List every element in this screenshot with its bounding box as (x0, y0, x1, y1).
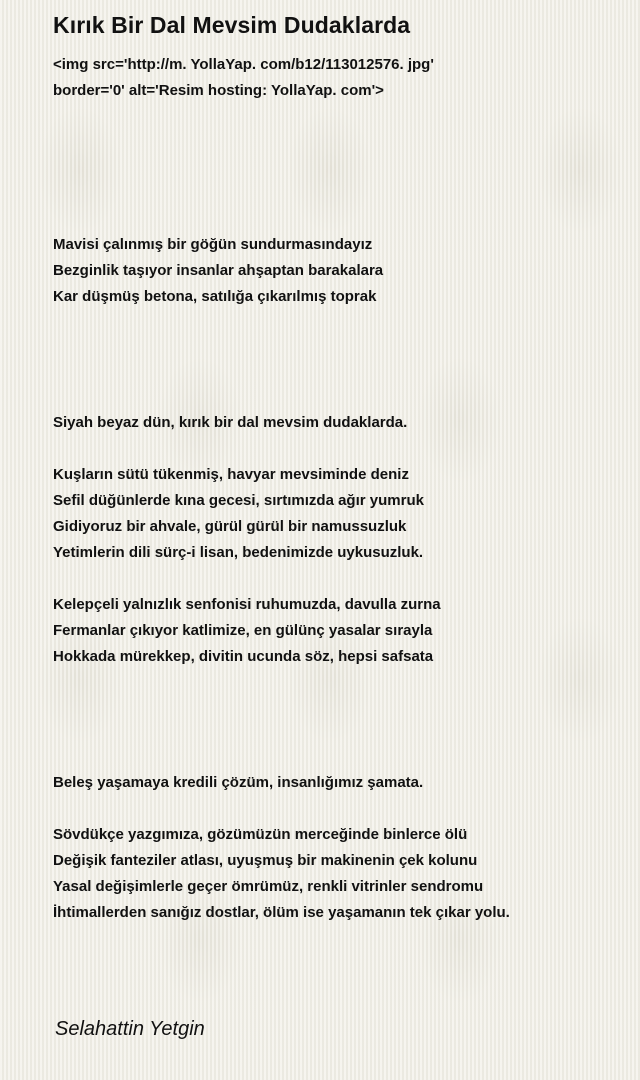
poem-line: Hokkada mürekkep, divitin ucunda söz, hepsi safsata (53, 648, 434, 665)
poem-line: Değişik fanteziler atlası, uyuşmuş bir makinenin çek kolunu (53, 852, 478, 869)
stanza-4 (53, 592, 441, 670)
poem-line: Beleş yaşamaya kredili çözüm, insanlığımız şamata. (53, 774, 424, 791)
poem-line: Mavisi çalınmış bir göğün sundurmasındayız (53, 236, 373, 253)
image-embed-code-line: <img src='http://m. YollaYap. com/b12/113012576. jpg' (53, 56, 434, 73)
stanza-2 (53, 410, 407, 436)
poem-line: Yetimlerin dili sürç-i lisan, bedenimizde uykusuzluk. (53, 544, 424, 561)
poem-line: Fermanlar çıkıyor katlimize, en gülünç yasalar sırayla (53, 622, 433, 639)
stanza-5 (53, 770, 423, 796)
poem-line: Kar düşmüş betona, satılığa çıkarılmış toprak (53, 288, 377, 305)
stanza-3 (53, 462, 424, 566)
poem-line: Bezginlik taşıyor insanlar ahşaptan barakalara (53, 262, 384, 279)
stanza-6 (53, 822, 510, 926)
poem-line: İhtimallerden sanığız dostlar, ölüm ise yaşamanın tek çıkar yolu. (53, 904, 510, 921)
poem-line: Kuşların sütü tükenmiş, havyar mevsiminde deniz (53, 466, 409, 483)
image-embed-code-line: border='0' alt='Resim hosting: YollaYap. com'> (53, 82, 384, 99)
image-embed-code (53, 52, 434, 104)
poem-line: Sövdükçe yazgımıza, gözümüzün merceğinde binlerce ölü (53, 826, 468, 843)
poem-title: Kırık Bir Dal Mevsim Dudaklarda (53, 12, 411, 38)
poem-line: Yasal değişimlerle geçer ömrümüz, renkli vitrinler sendromu (53, 878, 484, 895)
poem-line: Gidiyoruz bir ahvale, gürül gürül bir namussuzluk (53, 518, 407, 535)
poem-line: Kelepçeli yalnızlık senfonisi ruhumuzda, davulla zurna (53, 596, 441, 613)
poem-line: Siyah beyaz dün, kırık bir dal mevsim dudaklarda. (53, 414, 408, 431)
poem-line: Sefil düğünlerde kına gecesi, sırtımızda ağır yumruk (53, 492, 424, 509)
author-name: Selahattin Yetgin (55, 1018, 205, 1040)
stanza-1 (53, 232, 383, 310)
